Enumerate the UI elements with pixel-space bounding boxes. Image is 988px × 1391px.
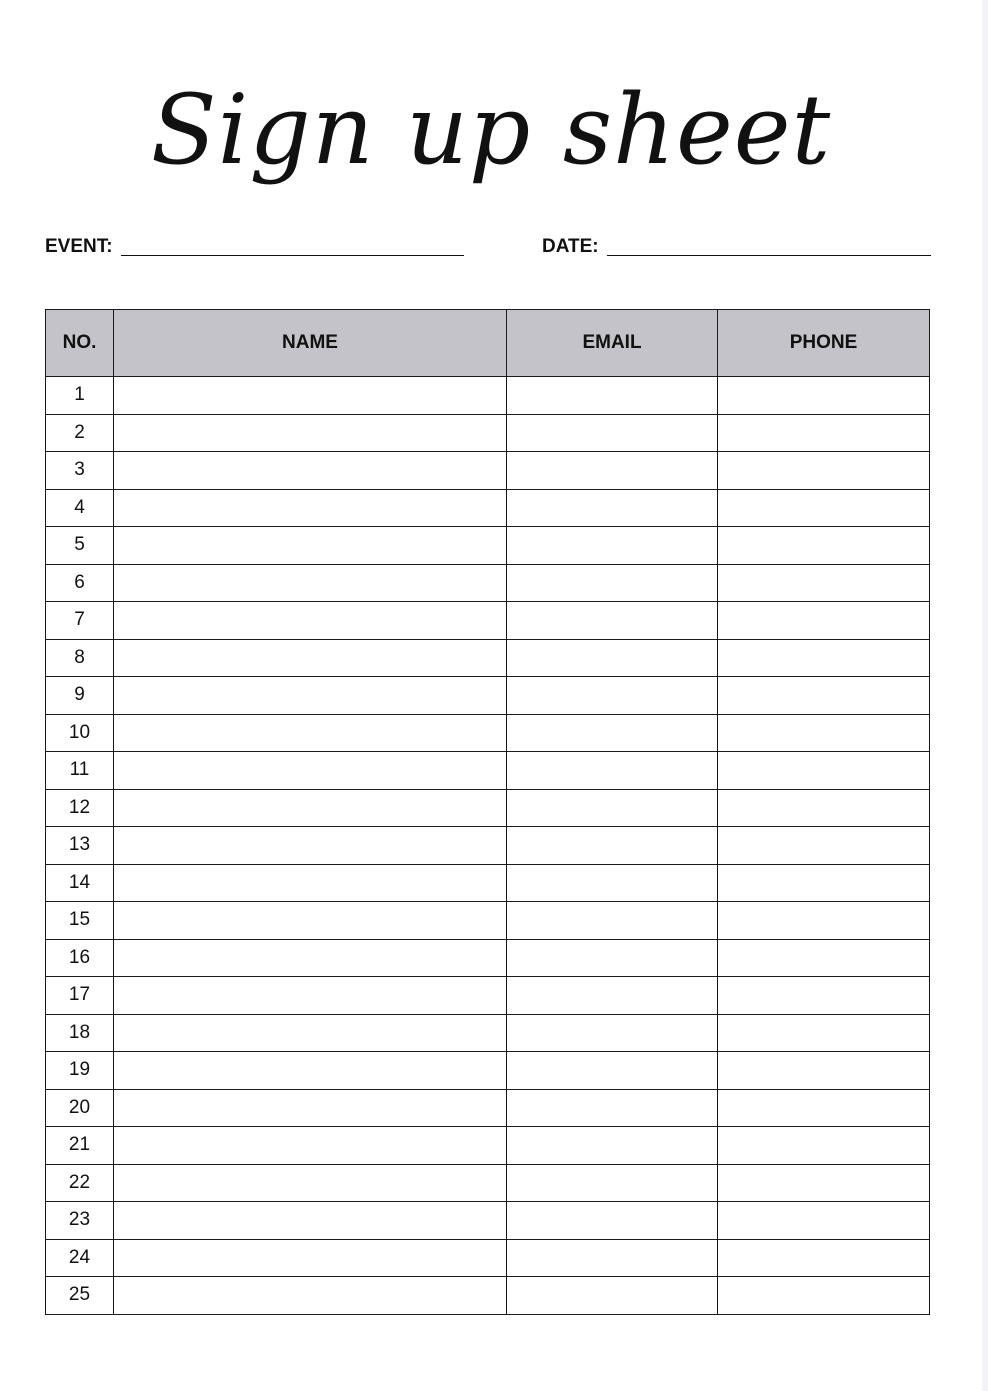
page-title: Sign up sheet — [150, 74, 832, 186]
phone-cell[interactable] — [718, 1014, 930, 1052]
row-number: 23 — [46, 1202, 114, 1240]
email-cell[interactable] — [507, 864, 718, 902]
phone-cell[interactable] — [718, 752, 930, 790]
table-row — [46, 602, 930, 640]
row-number: 24 — [46, 1239, 114, 1277]
row-number: 11 — [46, 752, 114, 790]
title-area — [0, 40, 982, 220]
name-cell[interactable] — [114, 902, 507, 940]
row-number: 12 — [46, 789, 114, 827]
table-body — [46, 377, 930, 1315]
email-cell[interactable] — [507, 377, 718, 415]
row-number: 13 — [46, 827, 114, 865]
phone-cell[interactable] — [718, 527, 930, 565]
row-number: 18 — [46, 1014, 114, 1052]
name-cell[interactable] — [114, 939, 507, 977]
row-number: 20 — [46, 1089, 114, 1127]
email-cell[interactable] — [507, 489, 718, 527]
email-cell[interactable] — [507, 752, 718, 790]
phone-cell[interactable] — [718, 789, 930, 827]
row-number: 19 — [46, 1052, 114, 1090]
name-cell[interactable] — [114, 1164, 507, 1202]
row-number: 6 — [46, 564, 114, 602]
table-row — [46, 1127, 930, 1165]
name-cell[interactable] — [114, 977, 507, 1015]
phone-cell[interactable] — [718, 1202, 930, 1240]
phone-cell[interactable] — [718, 1052, 930, 1090]
row-number: 9 — [46, 677, 114, 715]
email-cell[interactable] — [507, 1164, 718, 1202]
name-cell[interactable] — [114, 864, 507, 902]
email-cell[interactable] — [507, 1202, 718, 1240]
name-cell[interactable] — [114, 489, 507, 527]
email-cell[interactable] — [507, 1089, 718, 1127]
phone-cell[interactable] — [718, 864, 930, 902]
name-cell[interactable] — [114, 414, 507, 452]
event-field — [45, 229, 464, 259]
row-number: 22 — [46, 1164, 114, 1202]
name-cell[interactable] — [114, 714, 507, 752]
name-cell[interactable] — [114, 789, 507, 827]
header-phone: PHONE — [718, 310, 930, 377]
header-name: NAME — [114, 310, 507, 377]
phone-cell[interactable] — [718, 1127, 930, 1165]
email-cell[interactable] — [507, 1014, 718, 1052]
email-cell[interactable] — [507, 602, 718, 640]
row-number: 14 — [46, 864, 114, 902]
table-row — [46, 977, 930, 1015]
phone-cell[interactable] — [718, 489, 930, 527]
name-cell[interactable] — [114, 677, 507, 715]
row-number: 8 — [46, 639, 114, 677]
email-cell[interactable] — [507, 939, 718, 977]
date-input-line[interactable] — [607, 255, 931, 256]
table-row — [46, 827, 930, 865]
header-no: NO. — [46, 310, 114, 377]
table-row — [46, 864, 930, 902]
email-cell[interactable] — [507, 1277, 718, 1315]
name-cell[interactable] — [114, 377, 507, 415]
row-number: 25 — [46, 1277, 114, 1315]
email-cell[interactable] — [507, 1239, 718, 1277]
email-cell[interactable] — [507, 714, 718, 752]
name-cell[interactable] — [114, 1127, 507, 1165]
table-header-row — [46, 310, 930, 377]
email-cell[interactable] — [507, 902, 718, 940]
name-cell[interactable] — [114, 827, 507, 865]
row-number: 4 — [46, 489, 114, 527]
phone-cell[interactable] — [718, 902, 930, 940]
table-row — [46, 414, 930, 452]
row-number: 7 — [46, 602, 114, 640]
email-cell[interactable] — [507, 1052, 718, 1090]
phone-cell[interactable] — [718, 939, 930, 977]
email-cell[interactable] — [507, 452, 718, 490]
phone-cell[interactable] — [718, 714, 930, 752]
phone-cell[interactable] — [718, 639, 930, 677]
table-row — [46, 677, 930, 715]
name-cell[interactable] — [114, 452, 507, 490]
email-cell[interactable] — [507, 677, 718, 715]
name-cell[interactable] — [114, 1089, 507, 1127]
row-number: 1 — [46, 377, 114, 415]
table-row — [46, 452, 930, 490]
phone-cell[interactable] — [718, 602, 930, 640]
row-number: 2 — [46, 414, 114, 452]
row-number: 21 — [46, 1127, 114, 1165]
table-row — [46, 1277, 930, 1315]
table-row — [46, 1089, 930, 1127]
name-cell[interactable] — [114, 1277, 507, 1315]
row-number: 16 — [46, 939, 114, 977]
name-cell[interactable] — [114, 602, 507, 640]
email-cell[interactable] — [507, 789, 718, 827]
name-cell[interactable] — [114, 752, 507, 790]
email-cell[interactable] — [507, 977, 718, 1015]
phone-cell[interactable] — [718, 677, 930, 715]
row-number: 10 — [46, 714, 114, 752]
phone-cell[interactable] — [718, 827, 930, 865]
phone-cell[interactable] — [718, 1277, 930, 1315]
name-cell[interactable] — [114, 639, 507, 677]
name-cell[interactable] — [114, 1052, 507, 1090]
event-input-line[interactable] — [121, 255, 464, 256]
table-row — [46, 752, 930, 790]
email-cell[interactable] — [507, 827, 718, 865]
row-number: 5 — [46, 527, 114, 565]
row-number: 15 — [46, 902, 114, 940]
table-row — [46, 1014, 930, 1052]
date-field — [542, 229, 931, 259]
phone-cell[interactable] — [718, 564, 930, 602]
table-row — [46, 1202, 930, 1240]
name-cell[interactable] — [114, 527, 507, 565]
email-cell[interactable] — [507, 414, 718, 452]
table-row — [46, 902, 930, 940]
table-row — [46, 527, 930, 565]
table-row — [46, 714, 930, 752]
table-row — [46, 489, 930, 527]
name-cell[interactable] — [114, 1202, 507, 1240]
email-cell[interactable] — [507, 564, 718, 602]
phone-cell[interactable] — [718, 377, 930, 415]
table-row — [46, 377, 930, 415]
row-number: 17 — [46, 977, 114, 1015]
phone-cell[interactable] — [718, 1239, 930, 1277]
header-email: EMAIL — [507, 310, 718, 377]
table-row — [46, 789, 930, 827]
event-label: EVENT: — [45, 236, 113, 257]
table-row — [46, 1052, 930, 1090]
table-row — [46, 1239, 930, 1277]
row-number: 3 — [46, 452, 114, 490]
name-cell[interactable] — [114, 1014, 507, 1052]
table-row — [46, 1164, 930, 1202]
phone-cell[interactable] — [718, 1089, 930, 1127]
phone-cell[interactable] — [718, 1164, 930, 1202]
phone-cell[interactable] — [718, 977, 930, 1015]
date-label: DATE: — [542, 236, 599, 257]
email-cell[interactable] — [507, 527, 718, 565]
email-cell[interactable] — [507, 639, 718, 677]
sign-up-table — [45, 309, 930, 1315]
name-cell[interactable] — [114, 1239, 507, 1277]
phone-cell[interactable] — [718, 452, 930, 490]
table-row — [46, 939, 930, 977]
table-row — [46, 564, 930, 602]
email-cell[interactable] — [507, 1127, 718, 1165]
name-cell[interactable] — [114, 564, 507, 602]
table-row — [46, 639, 930, 677]
phone-cell[interactable] — [718, 414, 930, 452]
